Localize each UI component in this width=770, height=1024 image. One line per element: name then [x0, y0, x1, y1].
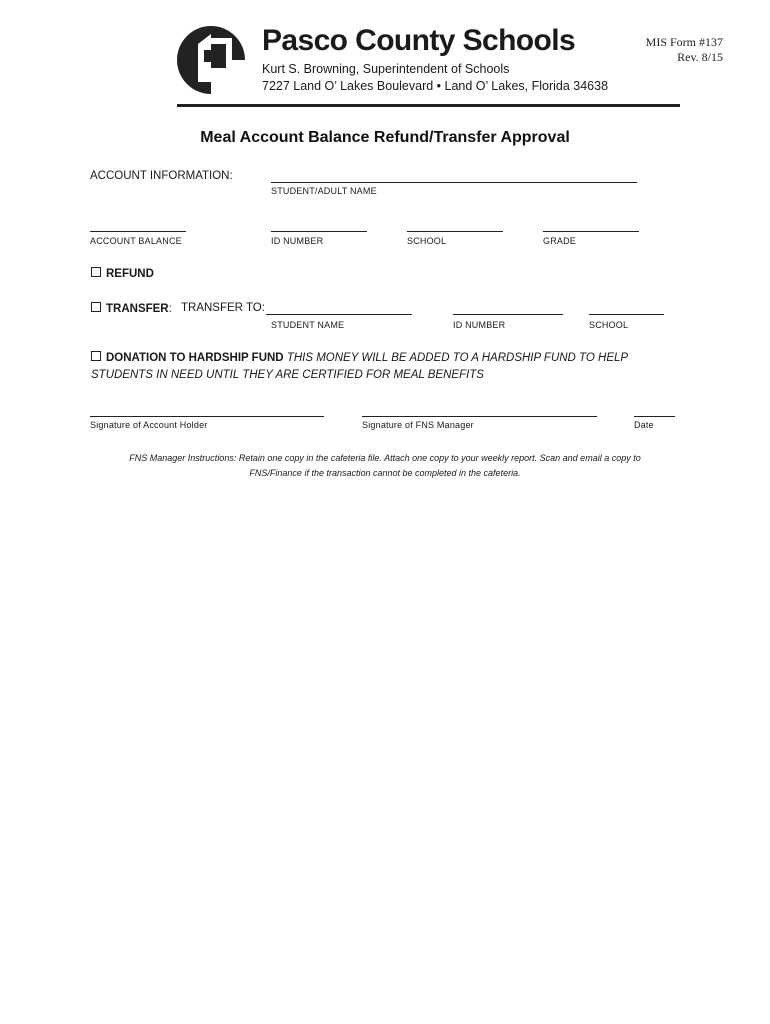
form-number: MIS Form #137 [645, 35, 723, 49]
account-information-label: ACCOUNT INFORMATION: [90, 170, 233, 182]
instructions-line2: FNS/Finance if the transaction cannot be completed in the cafeteria. [249, 468, 521, 478]
form-identifier [600, 35, 723, 65]
transfer-colon: : [168, 303, 172, 315]
transfer-to-label: TRANSFER TO: [181, 302, 265, 314]
fns-manager-signature-caption: Signature of FNS Manager [362, 420, 474, 430]
account-holder-signature-caption: Signature of Account Holder [90, 420, 208, 430]
account-balance-field[interactable] [90, 231, 186, 232]
transfer-id-number-caption: ID NUMBER [453, 320, 506, 330]
donation-label: DONATION TO HARDSHIP FUND [106, 352, 284, 364]
fns-manager-instructions [84, 451, 686, 481]
account-holder-signature-field[interactable] [90, 416, 324, 417]
school-caption: SCHOOL [407, 236, 447, 246]
donation-checkbox[interactable] [91, 351, 101, 361]
instructions-line1: FNS Manager Instructions: Retain one copy in the cafeteria file. Attach one copy to your weekly report. Scan and email a copy to [129, 453, 641, 463]
refund-label: REFUND [106, 268, 154, 280]
transfer-id-number-field[interactable] [453, 314, 563, 315]
date-field[interactable] [634, 416, 675, 417]
refund-option[interactable] [91, 267, 154, 280]
form-revision: Rev. 8/15 [677, 50, 723, 64]
superintendent-line: Kurt S. Browning, Superintendent of Schools [262, 62, 510, 76]
form-title: Meal Account Balance Refund/Transfer Approval [200, 129, 570, 146]
donation-text-line1: THIS MONEY WILL BE ADDED TO A HARDSHIP FUND TO HELP [286, 352, 629, 364]
grade-field[interactable] [543, 231, 639, 232]
pasco-schools-logo-icon [176, 24, 246, 96]
account-balance-caption: ACCOUNT BALANCE [90, 236, 182, 246]
donation-option[interactable] [91, 351, 628, 364]
transfer-label: TRANSFER [106, 303, 169, 315]
organization-name: Pasco County Schools [262, 24, 576, 57]
transfer-student-name-field[interactable] [266, 314, 412, 315]
school-field[interactable] [407, 231, 503, 232]
transfer-school-field[interactable] [589, 314, 664, 315]
grade-caption: GRADE [543, 236, 577, 246]
transfer-option[interactable] [91, 302, 172, 315]
header-divider [177, 104, 680, 107]
address-line: 7227 Land O’ Lakes Boulevard • Land O’ Lakes, Florida 34638 [262, 79, 609, 93]
transfer-checkbox[interactable] [91, 302, 101, 312]
student-adult-name-field[interactable] [271, 182, 637, 183]
refund-checkbox[interactable] [91, 267, 101, 277]
fns-manager-signature-field[interactable] [362, 416, 597, 417]
transfer-student-name-caption: STUDENT NAME [271, 320, 345, 330]
transfer-school-caption: SCHOOL [589, 320, 629, 330]
date-caption: Date [634, 420, 654, 430]
student-adult-name-caption: STUDENT/ADULT NAME [271, 186, 377, 196]
id-number-caption: ID NUMBER [271, 236, 324, 246]
donation-text-line2: STUDENTS IN NEED UNTIL THEY ARE CERTIFIED FOR MEAL BENEFITS [91, 369, 484, 381]
id-number-field[interactable] [271, 231, 367, 232]
